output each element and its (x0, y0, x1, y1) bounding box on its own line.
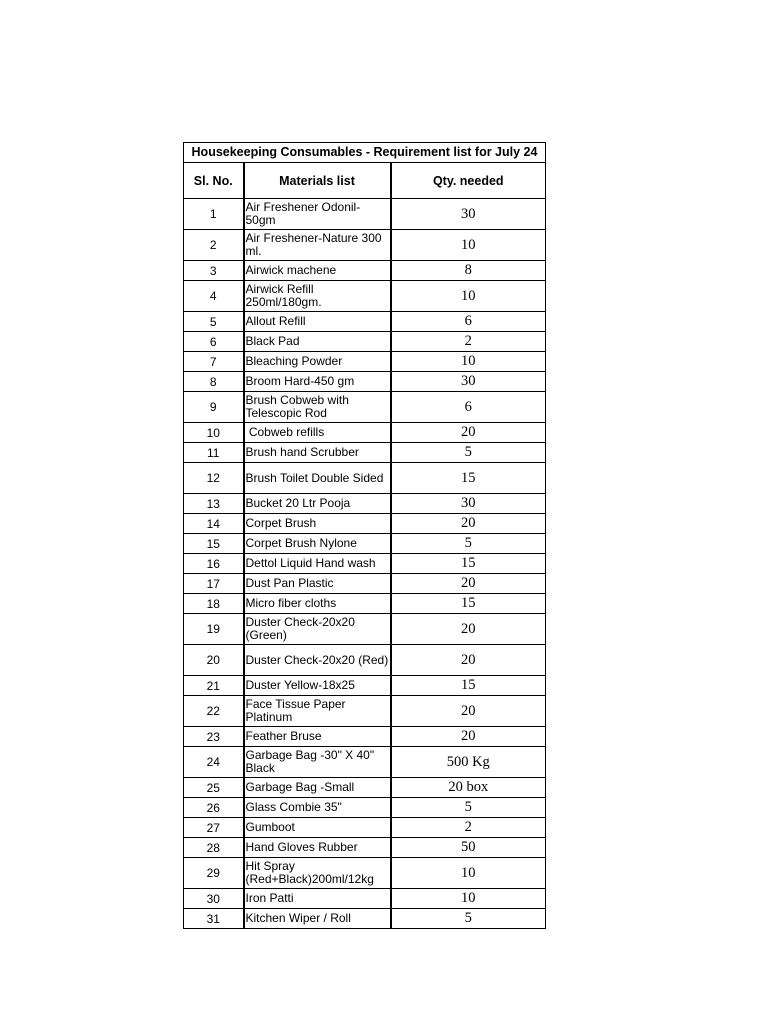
qty-cell: 10 (391, 281, 546, 312)
qty-cell: 5 (391, 798, 546, 818)
qty-cell: 500 Kg (391, 747, 546, 778)
table-row (184, 463, 546, 494)
table-row (184, 798, 546, 818)
material-cell: Air Freshener Odonil-50gm (244, 199, 391, 230)
table-row (184, 747, 546, 778)
sl-cell: 11 (184, 443, 244, 463)
qty-cell: 20 (391, 696, 546, 727)
table-row (184, 645, 546, 676)
sl-cell: 3 (184, 261, 244, 281)
sl-cell: 10 (184, 423, 244, 443)
material-cell: Airwick Refill 250ml/180gm. (244, 281, 391, 312)
material-cell: Garbage Bag -30" X 40" Black (244, 747, 391, 778)
table-row (184, 312, 546, 332)
qty-cell: 15 (391, 463, 546, 494)
material-cell: Corpet Brush Nylone (244, 534, 391, 554)
table-row (184, 818, 546, 838)
qty-cell: 6 (391, 392, 546, 423)
sl-cell: 23 (184, 727, 244, 747)
table-row (184, 372, 546, 392)
table-row (184, 443, 546, 463)
material-cell: Duster Check-20x20 (Red) (244, 645, 391, 676)
table-row (184, 392, 546, 423)
material-cell: Brush hand Scrubber (244, 443, 391, 463)
qty-cell: 6 (391, 312, 546, 332)
sl-cell: 29 (184, 858, 244, 889)
table-row (184, 889, 546, 909)
material-cell: Duster Check-20x20 (Green) (244, 614, 391, 645)
table-row (184, 199, 546, 230)
qty-cell: 10 (391, 230, 546, 261)
table-row (184, 838, 546, 858)
table-row (184, 727, 546, 747)
material-cell: Brush Toilet Double Sided (244, 463, 391, 494)
sl-cell: 30 (184, 889, 244, 909)
material-cell: Iron Patti (244, 889, 391, 909)
sl-cell: 27 (184, 818, 244, 838)
qty-cell: 2 (391, 818, 546, 838)
table-row (184, 352, 546, 372)
qty-cell: 30 (391, 494, 546, 514)
qty-cell: 20 (391, 574, 546, 594)
qty-cell: 8 (391, 261, 546, 281)
sl-cell: 26 (184, 798, 244, 818)
qty-cell: 5 (391, 909, 546, 929)
sl-cell: 31 (184, 909, 244, 929)
qty-cell: 20 (391, 727, 546, 747)
table-row (184, 909, 546, 929)
material-cell: Bucket 20 Ltr Pooja (244, 494, 391, 514)
sl-cell: 19 (184, 614, 244, 645)
sl-cell: 2 (184, 230, 244, 261)
sl-cell: 25 (184, 778, 244, 798)
sl-cell: 6 (184, 332, 244, 352)
qty-cell: 15 (391, 554, 546, 574)
material-cell: Glass Combie 35" (244, 798, 391, 818)
table-row (184, 534, 546, 554)
material-cell: Dettol Liquid Hand wash (244, 554, 391, 574)
sl-cell: 8 (184, 372, 244, 392)
material-cell: Allout Refill (244, 312, 391, 332)
qty-cell: 20 (391, 514, 546, 534)
sl-cell: 22 (184, 696, 244, 727)
requirement-table (183, 142, 546, 929)
material-cell: Cobweb refills (244, 423, 391, 443)
table-row (184, 281, 546, 312)
qty-cell: 2 (391, 332, 546, 352)
sl-cell: 18 (184, 594, 244, 614)
material-cell: Airwick machene (244, 261, 391, 281)
sl-cell: 24 (184, 747, 244, 778)
material-cell: Duster Yellow-18x25 (244, 676, 391, 696)
sl-cell: 5 (184, 312, 244, 332)
table-row (184, 778, 546, 798)
sl-cell: 4 (184, 281, 244, 312)
material-cell: Hit Spray (Red+Black)200ml/12kg (244, 858, 391, 889)
sl-cell: 1 (184, 199, 244, 230)
header-qty-needed: Qty. needed (391, 163, 546, 199)
material-cell: Corpet Brush (244, 514, 391, 534)
material-cell: Air Freshener-Nature 300 ml. (244, 230, 391, 261)
qty-cell: 20 (391, 614, 546, 645)
sl-cell: 13 (184, 494, 244, 514)
material-cell: Garbage Bag -Small (244, 778, 391, 798)
sl-cell: 9 (184, 392, 244, 423)
sl-cell: 20 (184, 645, 244, 676)
table-row (184, 574, 546, 594)
table-row (184, 676, 546, 696)
qty-cell: 15 (391, 594, 546, 614)
material-cell: Hand Gloves Rubber (244, 838, 391, 858)
table-title: Housekeeping Consumables - Requirement list for July 24 (184, 143, 546, 163)
table-row (184, 261, 546, 281)
qty-cell: 15 (391, 676, 546, 696)
qty-cell: 50 (391, 838, 546, 858)
sl-cell: 15 (184, 534, 244, 554)
material-cell: Micro fiber cloths (244, 594, 391, 614)
qty-cell: 20 (391, 423, 546, 443)
qty-cell: 10 (391, 889, 546, 909)
qty-cell: 5 (391, 534, 546, 554)
material-cell: Feather Bruse (244, 727, 391, 747)
material-cell: Kitchen Wiper / Roll (244, 909, 391, 929)
table-body (184, 199, 546, 929)
table-row (184, 230, 546, 261)
header-materials-list: Materials list (244, 163, 391, 199)
table-row (184, 332, 546, 352)
table-row (184, 514, 546, 534)
qty-cell: 20 box (391, 778, 546, 798)
sl-cell: 17 (184, 574, 244, 594)
sl-cell: 14 (184, 514, 244, 534)
qty-cell: 10 (391, 858, 546, 889)
qty-cell: 20 (391, 645, 546, 676)
sl-cell: 21 (184, 676, 244, 696)
table-row (184, 858, 546, 889)
material-cell: Bleaching Powder (244, 352, 391, 372)
sl-cell: 28 (184, 838, 244, 858)
sl-cell: 16 (184, 554, 244, 574)
table-row (184, 696, 546, 727)
qty-cell: 5 (391, 443, 546, 463)
qty-cell: 30 (391, 372, 546, 392)
material-cell: Dust Pan Plastic (244, 574, 391, 594)
table-row (184, 494, 546, 514)
table-row (184, 554, 546, 574)
sl-cell: 7 (184, 352, 244, 372)
table-row (184, 614, 546, 645)
material-cell: Brush Cobweb with Telescopic Rod (244, 392, 391, 423)
header-sl-no: Sl. No. (184, 163, 244, 199)
qty-cell: 10 (391, 352, 546, 372)
table-row (184, 423, 546, 443)
sl-cell: 12 (184, 463, 244, 494)
material-cell: Face Tissue Paper Platinum (244, 696, 391, 727)
qty-cell: 30 (391, 199, 546, 230)
material-cell: Gumboot (244, 818, 391, 838)
material-cell: Broom Hard-450 gm (244, 372, 391, 392)
table-row (184, 594, 546, 614)
material-cell: Black Pad (244, 332, 391, 352)
